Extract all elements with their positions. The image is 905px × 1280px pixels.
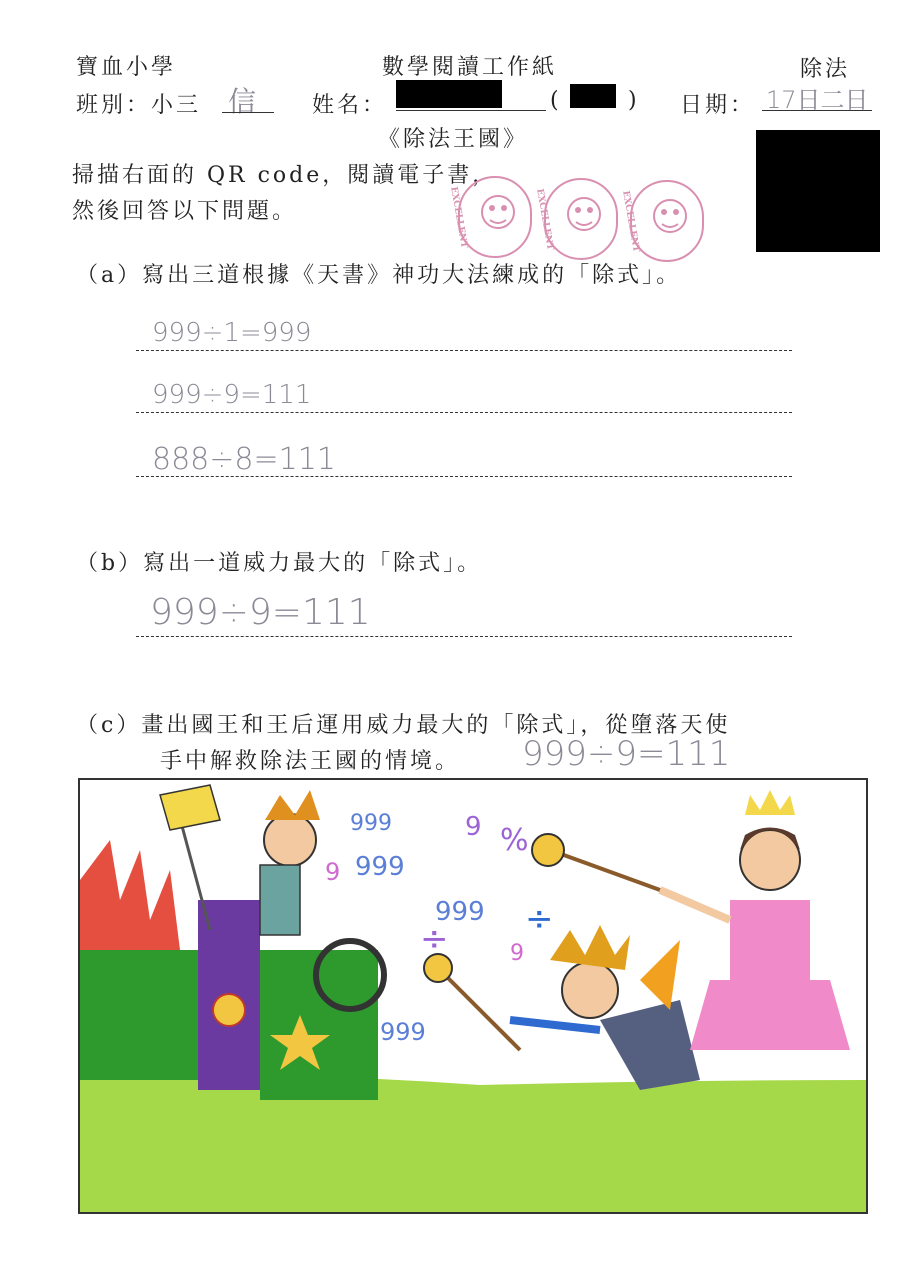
stamp-face-icon <box>546 180 616 258</box>
excellent-stamp: EXCELLENT <box>544 178 618 260</box>
answer-a-1: 999÷1=999 <box>152 318 312 348</box>
question-c-prompt-line-1: （c）畫出國王和王后運用威力最大的「除式」，從墮落天使 <box>76 713 731 738</box>
angel-head <box>562 962 618 1018</box>
angel-wing <box>640 940 680 1010</box>
angel-body <box>600 1000 700 1090</box>
castle-wall-left <box>80 950 198 1080</box>
topic-label: 除法 <box>800 57 851 82</box>
worksheet-title: 數學閱讀工作紙 <box>382 55 558 80</box>
king-head <box>264 814 316 866</box>
question-c-prompt-line-2: 手中解救除法王國的情境。 <box>160 749 461 774</box>
class-value: 信 <box>228 85 257 118</box>
answer-c: 999÷9=111 <box>522 734 731 774</box>
paren-open: ( <box>550 88 562 113</box>
date-label: 日期： <box>680 93 756 118</box>
wand-star-icon <box>532 834 564 866</box>
question-b-prompt: （b）寫出一道威力最大的「除式」。 <box>76 551 483 576</box>
drawing-number: 999 <box>380 1018 426 1046</box>
flag <box>160 785 220 830</box>
qr-code-redaction <box>756 130 880 252</box>
name-label: 姓名： <box>312 93 388 118</box>
answer-b: 999÷9=111 <box>150 592 371 633</box>
answer-line <box>136 476 792 477</box>
grass-area <box>80 1076 866 1212</box>
book-title: 《除法王國》 <box>378 127 529 152</box>
queen-arm <box>660 890 730 920</box>
instruction-line-2: 然後回答以下問題。 <box>72 199 298 224</box>
queen-top <box>730 900 810 980</box>
school-name: 寶血小學 <box>76 55 177 80</box>
wand <box>550 850 660 890</box>
class-underline <box>222 112 274 113</box>
divide-symbol-icon: ÷ <box>420 919 449 959</box>
name-redaction <box>396 80 502 108</box>
number-redaction <box>570 84 616 108</box>
instruction-line-1: 掃描右面的 QR code，閱讀電子書， <box>72 163 498 188</box>
answer-line <box>136 412 792 413</box>
answer-a-3: 888÷8=111 <box>152 442 336 477</box>
answer-line <box>136 636 792 637</box>
stamp-face-icon <box>460 178 530 256</box>
name-underline <box>396 110 546 111</box>
divide-symbol-icon: ÷ <box>525 899 554 939</box>
angel-crown <box>550 925 630 970</box>
date-value: 17日二日 <box>766 86 869 114</box>
divide-sign-icon <box>213 994 245 1026</box>
drawing-number: 9 <box>510 941 524 966</box>
drawing-frame <box>78 778 868 1214</box>
answer-line <box>136 350 792 351</box>
stamp-face-icon <box>632 182 702 260</box>
king-hair <box>265 790 320 820</box>
queen-skirt <box>690 980 850 1050</box>
wand <box>440 970 520 1050</box>
divide-symbol-icon: % <box>500 823 529 858</box>
angel-arm <box>510 1020 600 1030</box>
queen-crown <box>745 790 795 815</box>
excellent-stamp: EXCELLENT <box>630 180 704 262</box>
drawing-number: 9 <box>325 858 341 886</box>
drawing-number: 999 <box>350 811 392 836</box>
class-label: 班別：小三 <box>76 93 202 118</box>
drawing-number: 999 <box>435 897 485 927</box>
paren-close: ) <box>628 88 640 113</box>
drawing-number: 999 <box>355 852 405 882</box>
drawing-number: 9 <box>465 812 482 842</box>
kingdom-drawing <box>80 780 866 1212</box>
excellent-stamp: EXCELLENT <box>458 176 532 258</box>
king-body <box>260 865 300 935</box>
date-underline <box>762 110 872 111</box>
question-a-prompt: （a）寫出三道根據《天書》神功大法練成的「除式」。 <box>76 263 682 288</box>
answer-a-2: 999÷9=111 <box>152 380 312 410</box>
